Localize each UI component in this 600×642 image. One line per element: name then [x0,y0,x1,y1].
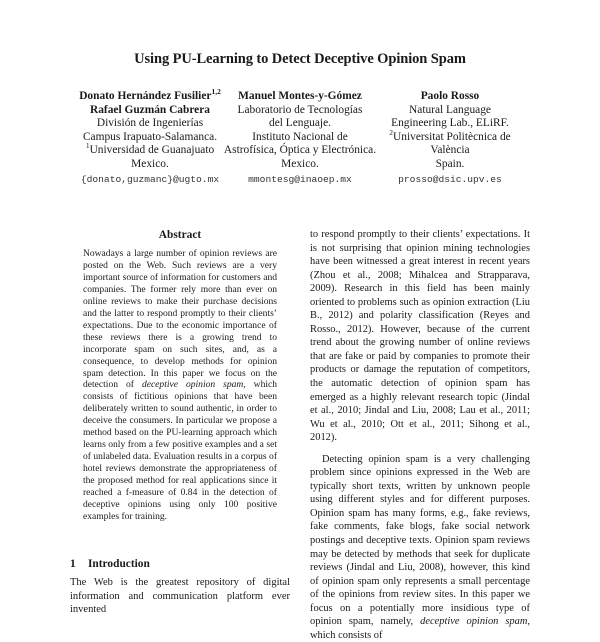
affiliation-line: $^2$Universitat Politècnica de [389,127,511,143]
author-block-3 [370,90,530,186]
author-name: Rafael Guzmán Cabrera [89,103,210,116]
author-name: Manuel Montes-y-Gómez [238,90,362,102]
body-paragraph: to respond promptly to their clients’ expectations. It is not surprising that opinion mining technologies have been witnessed a great interest in recent years (Zhou et al., 2008; Mihalcea and Strapparava, 2009). Research in this field has been mainly oriented to problems such as opinion extraction (Liu B., 2012) and polarity classification (Reyes and Rosso., 2012). However, because of the current trend about the growing number of online reviews that are fake or paid by companies to promote their products or damage the reputation of competitors, the automatic detection of opinion spam has emerged as a highly relevant research topic (Jindal et al., 2010; Jindal and Liu, 2008; Lau et al., 2011; Wu et al., 2010; Ott et al., 2011; Sihong et al., 2012). [310,229,530,444]
abstract-heading: Abstract [158,229,202,241]
affiliation-line: Natural Language [409,103,491,116]
author-email: prosso@dsic.upv.es [398,173,502,185]
body-paragraph: Detecting opinion spam is a very challenging problem since opinions expressed in the Web are typically short texts, written by unknown people using different styles and for different purposes. Opinion spam has many forms, e.g., fake reviews, fake comments, fake blogs, fake social network postings and deceptive texts. Opinion spam reviews may be detected by methods that seek for duplicate reviews (Jindal and Liu, 2008), however, this kind of opinion spam only represents a small percentage of the opinions from review sites. In this paper we focus on a potentially more insidious type of opinion spam, namely, deceptive opinion spam, which consists of [310,453,530,641]
intro-paragraph: The Web is the greatest repository of digital information and communication platform ever invented [70,577,290,616]
affiliation-line: Engineering Lab., ELiRF. [391,117,509,130]
affiliation-line: División de Ingenierías [96,117,204,130]
section-heading: 1 Introduction [70,558,150,570]
affiliation-line: Mexico. [131,157,169,170]
author-name: Paolo Rosso [420,90,480,102]
affiliation-line: València [430,144,470,157]
author-email: mmontesg@inaoep.mx [248,173,352,185]
affiliation-line: del Lenguaje. [269,117,331,130]
affiliation-line: Astrofísica, Óptica y Electrónica. [223,144,377,157]
author-block-2 [210,90,390,186]
paper-title: Using PU-Learning to Detect Deceptive Opinion Spam [134,51,466,67]
affiliation-line: Laboratorio de Tecnologías [237,103,363,116]
affiliation-line: $^1$Universidad de Guanajuato [85,141,215,157]
body-column-right [310,228,530,642]
author-email: {donato,guzmanc}@ugto.mx [80,173,220,185]
abstract-text: Nowadays a large number of opinion reviews are posted on the Web. Such reviews are a very important source of information for customers and companies. The former rely more than ever on online reviews to make their purchase decisions and the latter to respond promptly to their clients’ expectations. Due to the economic importance of these reviews there is a growing trend to incorporate spam on such sites, and, as a consequence, to develop methods for opinion spam detection. In this paper we focus on the detection of deceptive opinion spam, which consists of fictitious opinions that have been deliberately written to sound authentic, in order to deceive the consumers. In particular we propose a method based on the PU-learning approach which learns only from a few positive examples and a set of unlabeled data. Evaluation results in a corpus of hotel reviews demonstrate the appropriateness of the proposed method for real applications since it reached a f-measure of 0.84 in the detection of deceptive opinions using only 100 positive examples for training. [83,248,278,522]
affiliation-line: Spain. [435,157,465,170]
affiliation-line: Mexico. [281,157,319,170]
author-name: Donato Hernández Fusilier$^{1,2}$ [79,87,221,102]
affiliation-line: Campus Irapuato-Salamanca. [82,130,218,143]
affiliation-line: Instituto Nacional de [252,130,348,143]
author-block-1 [70,87,230,186]
